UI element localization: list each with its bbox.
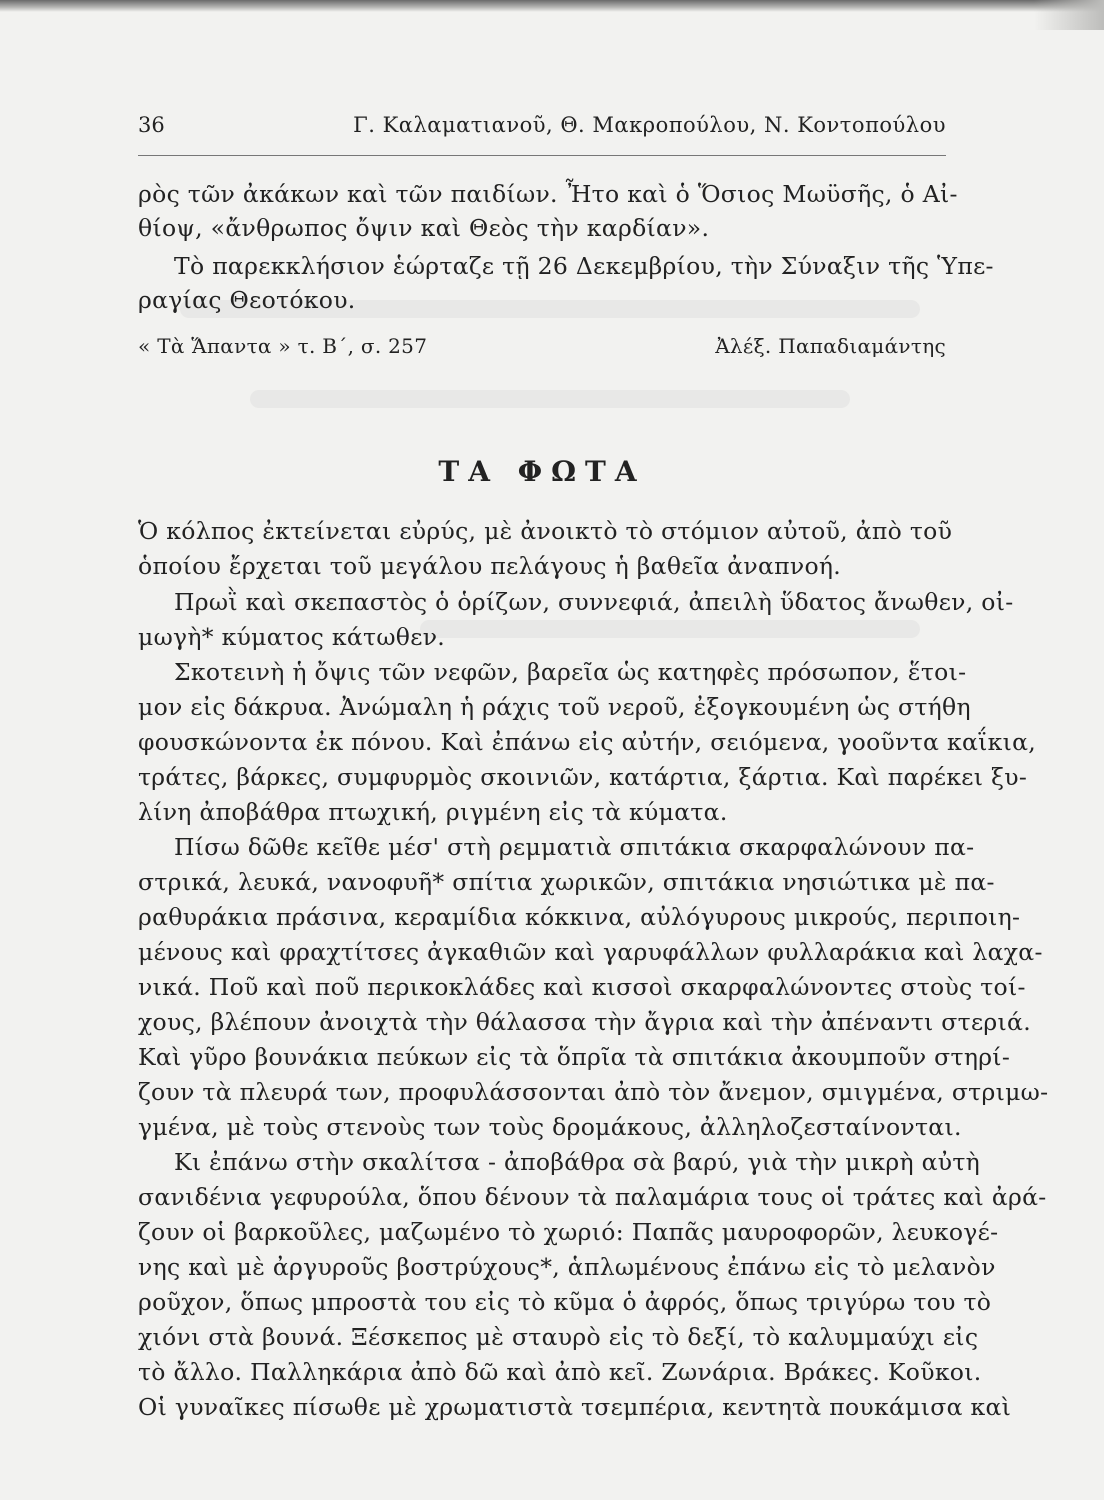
text-line: νης καὶ μὲ ἀργυροῦς βοστρύχους*, ἁπλωμένους ἐπάνω εἰς τὸ μελανὸν [138, 1253, 996, 1281]
text-line: τὸ ἄλλο. Παλληκάρια ἀπὸ δῶ καὶ ἀπὸ κεῖ. Ζωνάρια. Βράκες. Κοῦκοι. [138, 1358, 982, 1386]
text-line: στρικά, λευκά, νανοφυῆ* σπίτια χωρικῶν, σπιτάκια νησιώτικα μὲ πα- [138, 868, 995, 896]
text-line: μον εἰς δάκρυα. Ἀνώμαλη ἡ ράχις τοῦ νεροῦ, ἐξογκουμένη ὡς στήθη [138, 693, 971, 721]
text-line: θίοψ, «ἄνθρωπος ὄψιν καὶ Θεὸς τὴν καρδίαν». [138, 214, 710, 242]
page-header [138, 108, 946, 142]
text-line: λίνη ἀποβάθρα πτωχική, ριγμένη εἰς τὰ κύματα. [138, 798, 728, 826]
text-line: ζουν τὰ πλευρά των, προφυλάσσονται ἀπὸ τὸν ἄνεμον, σμιγμένα, στριμω- [138, 1078, 1049, 1106]
text-line: Οἱ γυναῖκες πίσωθε μὲ χρωματιστὰ τσεμπέρια, κεντητὰ πουκάμισα καὶ [138, 1393, 1012, 1421]
header-rule [138, 155, 946, 156]
citation [138, 330, 946, 362]
text-line: Σκοτεινὴ ἡ ὄψις τῶν νεφῶν, βαρεῖα ὡς κατηφὲς πρόσωπον, ἕτοι- [174, 658, 967, 686]
text-line: νικά. Ποῦ καὶ ποῦ περικοκλάδες καὶ κισσοὶ σκαρφαλώνοντες στοὺς τοί- [138, 973, 1026, 1001]
text-line: ρὸς τῶν ἀκάκων καὶ τῶν παιδίων. Ἦτο καὶ ὁ Ὅσιος Μωϋσῆς, ὁ Αἰ- [138, 180, 958, 208]
page-number: 36 [138, 113, 165, 137]
text-line: μωγὴ* κύματος κάτωθεν. [138, 623, 446, 651]
text-line: ραθυράκια πράσινα, κεραμίδια κόκκινα, αὐλόγυρους μικρούς, περιποιη- [138, 903, 1021, 931]
text-line: σανιδένια γεφυρούλα, ὅπου δένουν τὰ παλαμάρια τους οἱ τράτες καὶ ἀρά- [138, 1183, 1047, 1211]
bleed-through [420, 620, 920, 638]
text-line: γμένα, μὲ τοὺς στενοὺς των τοὺς δρομάκους, ἀλληλοζεσταίνονται. [138, 1113, 962, 1141]
text-line: Κι ἐπάνω στὴν σκαλίτσα - ἀποβάθρα σὰ βαρύ, γιὰ τὴν μικρὴ αὐτὴ [174, 1148, 981, 1176]
text-line: ζουν οἱ βαρκοῦλες, μαζωμένο τὸ χωριό: Παπᾶς μαυροφορῶν, λευκογέ- [138, 1218, 999, 1246]
text-line: Πρωῒ καὶ σκεπαστὸς ὁ ὁρίζων, συννεφιά, ἀπειλὴ ὕδατος ἄνωθεν, οἰ- [174, 588, 1014, 616]
text-line: Ὁ κόλπος ἐκτείνεται εὐρύς, μὲ ἀνοικτὸ τὸ στόμιον αὐτοῦ, ἀπὸ τοῦ [138, 517, 953, 545]
text-line: τράτες, βάρκες, συμφυρμὸς σκοινιῶν, κατάρτια, ξάρτια. Καὶ παρέκει ξυ- [138, 763, 1028, 791]
bleed-through [250, 390, 850, 408]
running-head: Γ. Καλαματιανοῦ, Θ. Μακροπούλου, Ν. Κοντοπούλου [353, 113, 946, 137]
citation-author: Ἀλέξ. Παπαδιαμάντης [715, 334, 946, 358]
text-line: ραγίας Θεοτόκου. [138, 286, 356, 314]
text-line: Τὸ παρεκκλήσιον ἑώρταζε τῇ 26 Δεκεμβρίου, τὴν Σύναξιν τῆς Ὑπε- [174, 252, 994, 280]
text-line: ροῦχον, ὅπως μπροστὰ του εἰς τὸ κῦμα ὁ ἀφρός, ὅπως τριγύρω του τὸ [138, 1288, 992, 1316]
text-line: Πίσω δῶθε κεῖθε μέσ' στὴ ρεμματιὰ σπιτάκια σκαρφαλώνουν πα- [174, 833, 975, 861]
text-line: φουσκώνοντα ἐκ πόνου. Καὶ ἐπάνω εἰς αὐτήν, σειόμενα, γοοῦντα καΐκια, [138, 728, 1037, 756]
text-line: Καὶ γῦρο βουνάκια πεύκων εἰς τὰ ὅπρῖα τὰ σπιτάκια ἀκουμποῦν στηρί- [138, 1043, 1011, 1071]
citation-source: « Τὰ Ἅπαντα » τ. Β΄, σ. 257 [138, 334, 428, 358]
text-line: μένους καὶ φραχτίτσες ἀγκαθιῶν καὶ γαρυφάλλων φυλλαράκια καὶ λαχα- [138, 938, 1043, 966]
text-line: χους, βλέπουν ἀνοιχτὰ τὴν θάλασσα τὴν ἄγρια καὶ τὴν ἀπέναντι στεριά. [138, 1008, 1031, 1036]
section-title: ΤΑ ΦΩΤΑ [438, 455, 646, 488]
text-line: ὁποίου ἔρχεται τοῦ μεγάλου πελάγους ἡ βαθεῖα ἀναπνοή. [138, 552, 842, 580]
text-line: χιόνι στὰ βουνά. Ξέσκεπος μὲ σταυρὸ εἰς τὸ δεξί, τὸ καλυμμαύχι εἰς [138, 1323, 979, 1351]
